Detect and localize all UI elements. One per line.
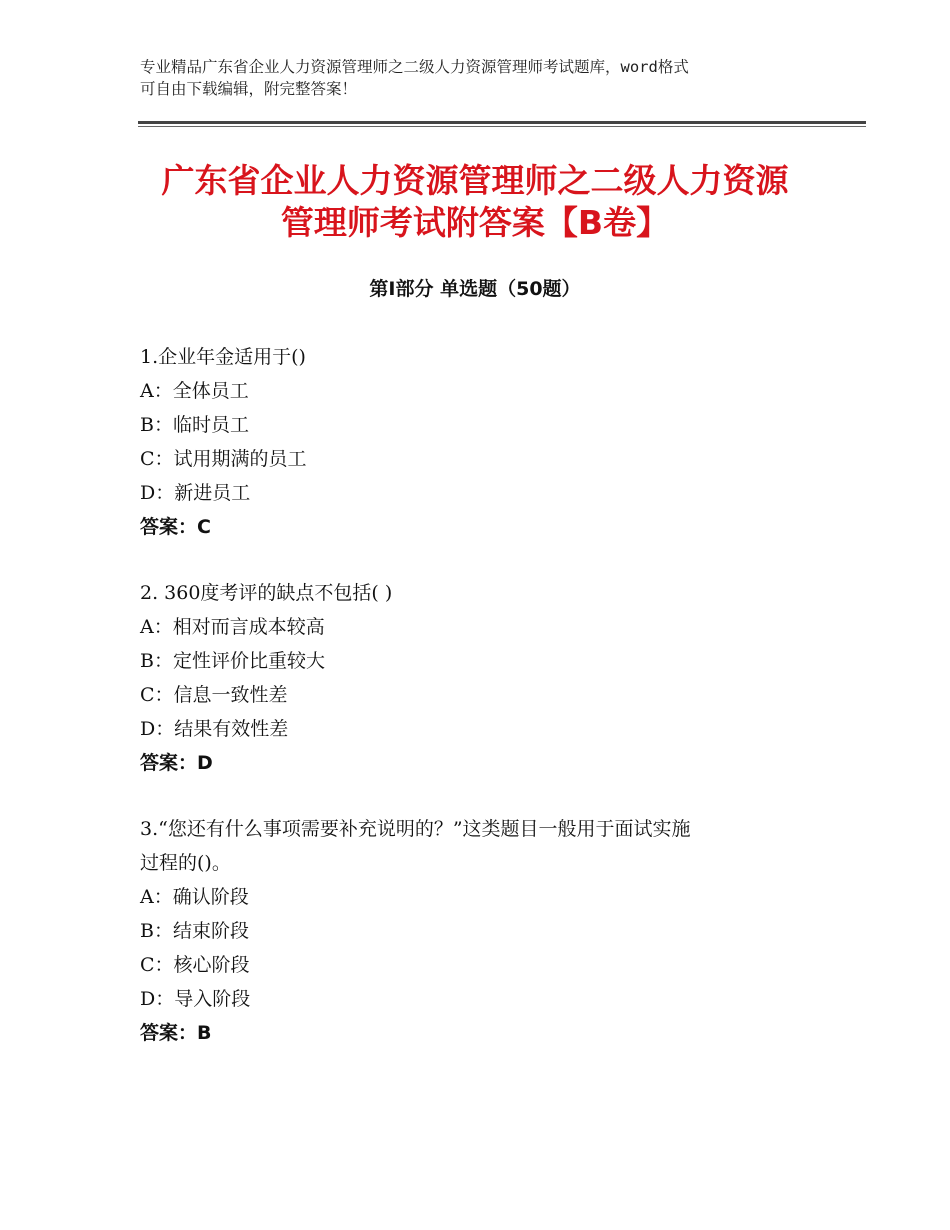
option-a: A：相对而言成本较高 (140, 616, 325, 638)
header-divider-thin (138, 126, 866, 127)
header-note-line-2: 可自由下载编辑，附完整答案！ (140, 80, 358, 98)
question-list (140, 340, 820, 1082)
answer-line: 答案：D (140, 752, 213, 774)
question-stem-line-2: 过程的()。 (140, 852, 231, 874)
document-title-line-1: 广东省企业人力资源管理师之二级人力资源 (161, 161, 789, 200)
question-2 (140, 576, 820, 780)
header-note (140, 56, 820, 100)
option-c: C：核心阶段 (140, 954, 250, 976)
option-b: B：结束阶段 (140, 920, 249, 942)
section-heading: 第Ⅰ部分 单选题（50题） (369, 278, 581, 300)
option-b: B：临时员工 (140, 414, 249, 436)
header-note-line-1: 专业精品广东省企业人力资源管理师之二级人力资源管理师考试题库，word格式 (140, 58, 689, 76)
question-stem: 2. 360度考评的缺点不包括( ) (140, 582, 393, 604)
option-a: A：全体员工 (140, 380, 249, 402)
option-c: C：信息一致性差 (140, 684, 288, 706)
option-d: D：结果有效性差 (140, 718, 289, 740)
document-title-line-2: 管理师考试附答案【B卷】 (280, 203, 670, 242)
option-d: D：新进员工 (140, 482, 251, 504)
option-b: B：定性评价比重较大 (140, 650, 325, 672)
answer-line: 答案：B (140, 1022, 212, 1044)
question-3 (140, 812, 820, 1050)
option-d: D：导入阶段 (140, 988, 251, 1010)
option-c: C：试用期满的员工 (140, 448, 307, 470)
question-stem: 1.企业年金适用于() (140, 346, 306, 368)
header-divider-thick (138, 121, 866, 124)
question-1 (140, 340, 820, 544)
answer-line: 答案：C (140, 516, 211, 538)
document-title (100, 160, 850, 244)
option-a: A：确认阶段 (140, 886, 249, 908)
question-stem-line-1: 3.“您还有什么事项需要补充说明的？”这类题目一般用于面试实施 (140, 818, 691, 840)
